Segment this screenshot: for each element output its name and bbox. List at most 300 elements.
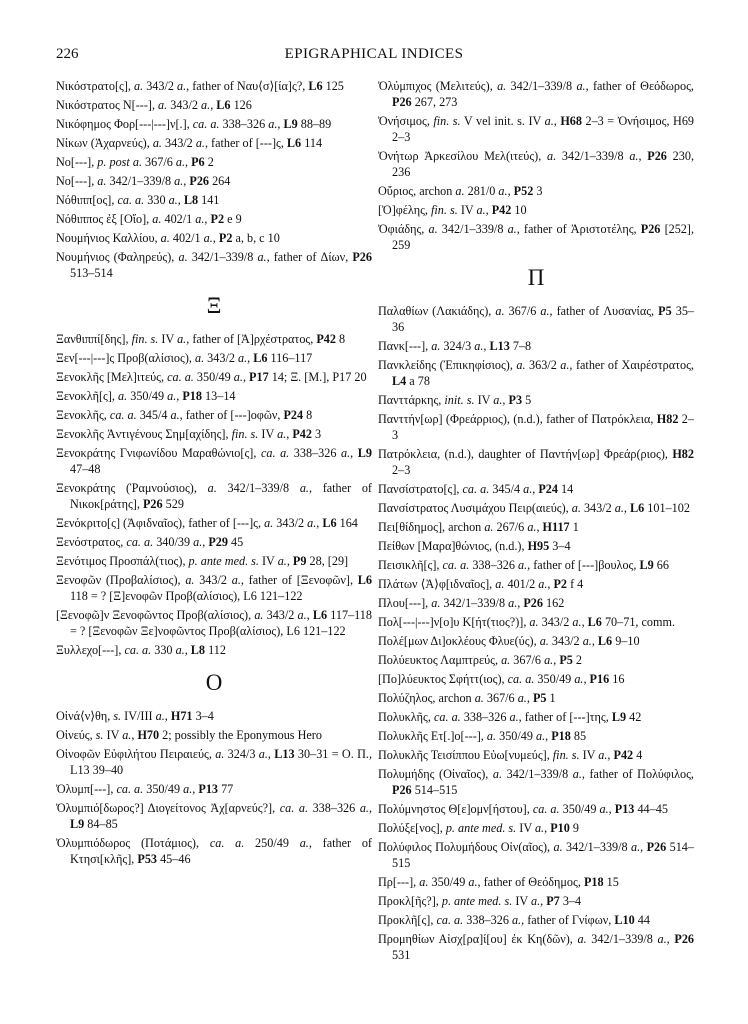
entry-detail: ,	[553, 653, 560, 667]
entry-detail: , father of [Ἀ]ρχέστρατος,	[186, 332, 317, 346]
index-entry	[56, 173, 372, 189]
date-qualifier: ca. a.	[507, 672, 535, 686]
line-reference: 14; Ξ. [Μ.], P17 20	[268, 370, 367, 384]
date-era: a.	[518, 558, 528, 572]
index-entry	[378, 633, 694, 649]
date-qualifier: a.	[194, 351, 205, 365]
entry-detail: ,	[507, 184, 514, 198]
entry-name: Ὀλυμπιό[δωρος?] Διογείτονος Ἀχ[αρνεύς?],	[56, 801, 280, 815]
entry-name: Ξενοκράτης Γνιφωνίδου Μαραθώνιο[ς],	[56, 446, 261, 460]
inscription-reference: P16	[589, 672, 610, 686]
line-reference: 35–36	[392, 304, 695, 334]
date-value: 343/2	[161, 136, 196, 150]
inscription-reference: P7	[546, 894, 560, 908]
inscription-reference: L6	[216, 98, 231, 112]
date-era: a.	[277, 427, 287, 441]
date-qualifier: ca. a.	[126, 535, 154, 549]
date-qualifier: fin. s.	[552, 748, 580, 762]
date-era: a.	[237, 351, 248, 365]
index-entry	[56, 249, 372, 281]
entry-name: Ξενόκριτο[ς] (Ἀφιδναῖος), father of [---]ς,	[56, 516, 265, 530]
line-reference: 514–515	[392, 840, 694, 870]
entry-name: Ὀνήτωρ Ἀρκεσίλου Μελ(ιτεύς),	[378, 149, 548, 163]
entry-name: Ξενοκλῆς,	[56, 408, 110, 422]
inscription-reference: L6	[253, 351, 268, 365]
inscription-reference: L10	[614, 913, 635, 927]
inscription-reference: L4	[392, 374, 407, 388]
entry-name: Νουμήνιος Καλλίου,	[56, 231, 161, 245]
entry-detail: , father of Ναυ⟨σ⟩[ία]ς?,	[186, 79, 309, 93]
line-reference: 13–14	[202, 389, 236, 403]
entry-name: Ὀλυμπ[---],	[56, 782, 117, 796]
date-qualifier: s.	[95, 728, 104, 742]
date-qualifier: ca. a.	[260, 446, 290, 460]
date-era: a.	[536, 729, 546, 743]
index-entry	[378, 820, 694, 836]
inscription-reference: L6	[357, 573, 372, 587]
entry-detail: , father of Νικοκ[ράτης],	[70, 481, 372, 511]
line-reference: 42	[626, 710, 642, 724]
inscription-reference: P6	[191, 155, 205, 169]
entry-detail: ,	[316, 516, 323, 530]
inscription-reference: P5	[658, 304, 672, 318]
date-era: a.	[576, 79, 586, 93]
inscription-reference: P13	[198, 782, 219, 796]
date-value: 343/2	[143, 79, 178, 93]
entry-name: Ξυλλεχο[---],	[56, 643, 125, 657]
inscription-reference: P26	[674, 932, 695, 946]
date-value: 350/49	[428, 875, 469, 889]
entry-name: Οἰνοφῶν Εὐφιλήτου Πειραιεύς,	[56, 747, 216, 761]
date-qualifier: ca. a.	[117, 193, 145, 207]
entry-name: Ξενοκράτης (Ῥαμνούσιος),	[56, 481, 208, 495]
index-entry	[56, 116, 372, 132]
entry-detail: ,	[286, 554, 293, 568]
line-reference: 112	[205, 643, 226, 657]
entry-detail: , father of Θεόδημος,	[477, 875, 584, 889]
index-entry	[56, 331, 372, 347]
date-qualifier: a.	[178, 250, 188, 264]
entry-detail: , father of Γνίφων,	[521, 913, 615, 927]
entry-name: Ξεν[---|---]ς Προβ(αλίσιος),	[56, 351, 195, 365]
date-qualifier: a.	[160, 231, 170, 245]
entry-name: Ξενοκλῆς [Μελ]ιτεύς,	[56, 370, 168, 384]
line-reference: 3	[533, 184, 543, 198]
entry-detail: , father of Δίων,	[266, 250, 353, 264]
date-era: a.	[544, 114, 554, 128]
entry-detail: ,	[583, 672, 590, 686]
entry-name: Νο[---],	[56, 174, 98, 188]
index-entry	[378, 690, 694, 706]
index-entry	[378, 446, 694, 478]
date-era: a.	[231, 573, 241, 587]
index-entry	[378, 557, 694, 573]
index-entry	[378, 766, 694, 798]
date-value: 342/1–339/8	[562, 840, 632, 854]
date-qualifier: ca. a.	[532, 802, 560, 816]
inscription-reference: L6	[322, 516, 337, 530]
date-qualifier: a.	[577, 932, 587, 946]
date-era: a.	[175, 155, 185, 169]
index-entry	[56, 781, 372, 797]
entry-detail: , father of [---]της,	[518, 710, 612, 724]
date-value: 345/4	[136, 408, 171, 422]
entry-name: Οὔριος, archon	[378, 184, 456, 198]
line-reference: 88–89	[297, 117, 332, 131]
entry-detail: , father of Λυσανίας,	[549, 304, 659, 318]
index-entry	[378, 500, 694, 516]
line-reference: 70–71, comm.	[601, 615, 676, 629]
date-era: a.	[574, 672, 584, 686]
date-era: a.	[517, 691, 527, 705]
line-reference: a, b, c 10	[232, 231, 280, 245]
line-reference: 3–4	[549, 539, 571, 553]
line-reference: 7–8	[509, 339, 532, 353]
inscription-reference: L8	[190, 643, 206, 657]
line-reference: 3–4	[192, 709, 214, 723]
entry-name: Προμηθίων Αἰσχ[ρα]ί[ου] ἐκ Κη(δῶν),	[378, 932, 578, 946]
line-reference: 47–48	[70, 462, 101, 476]
date-value: 338–326	[469, 558, 519, 572]
entry-detail: ,	[131, 728, 138, 742]
line-reference: 16	[609, 672, 625, 686]
date-value: 281/0	[464, 184, 499, 198]
entry-name: Πολύζηλος, archon	[378, 691, 475, 705]
date-value: 342/1–339/8	[556, 149, 630, 163]
entry-name: Πολύφιλος Πολυμήδους Οἰν(αῖος),	[378, 840, 554, 854]
entry-name: Οἰνεύς,	[56, 728, 96, 742]
date-era: a.	[474, 339, 484, 353]
date-qualifier: p. ante med. s.	[441, 894, 513, 908]
date-value: 367/6	[504, 304, 541, 318]
date-qualifier: fin. s.	[231, 427, 259, 441]
inscription-reference: P26	[640, 222, 661, 236]
date-era: a.	[258, 747, 268, 761]
entry-detail: ,	[176, 389, 183, 403]
date-value: 343/2	[194, 573, 232, 587]
date-era: a.	[614, 501, 624, 515]
inscription-reference: L9	[639, 558, 654, 572]
date-qualifier: ca. a.	[167, 370, 194, 384]
date-era: a.	[299, 836, 309, 850]
index-entry	[378, 709, 694, 725]
inscription-reference: P18	[583, 875, 604, 889]
date-qualifier: fin. s.	[433, 114, 461, 128]
date-value: 402/1	[169, 231, 204, 245]
inscription-reference: P18	[551, 729, 571, 743]
inscription-reference: P26	[523, 596, 543, 610]
index-entry	[56, 607, 372, 639]
date-qualifier: s.	[113, 709, 122, 723]
date-qualifier: a.	[215, 747, 225, 761]
inscription-reference: P26	[142, 497, 163, 511]
date-era: a.	[195, 136, 205, 150]
date-qualifier: a.	[134, 79, 144, 93]
date-era: a.	[307, 516, 317, 530]
date-era: a.	[498, 184, 508, 198]
index-entry	[378, 747, 694, 763]
index-entry	[56, 78, 372, 94]
inscription-reference: L6	[630, 501, 645, 515]
line-reference: 8	[336, 332, 346, 346]
date-qualifier: a.	[539, 634, 549, 648]
date-value: 342/1–339/8	[106, 174, 175, 188]
date-value: 338–326	[219, 117, 269, 131]
entry-detail: ,	[547, 577, 554, 591]
date-value: 367/6	[142, 155, 176, 169]
entry-name: [Ὀ]φέλης,	[378, 203, 432, 217]
line-reference: 85	[570, 729, 587, 743]
date-era: a.	[359, 801, 369, 815]
date-qualifier: a.	[501, 653, 511, 667]
inscription-reference: L9	[357, 446, 373, 460]
entry-detail: ,	[210, 98, 217, 112]
date-value: 350/49	[559, 802, 600, 816]
date-value: 338–326	[460, 710, 510, 724]
entry-detail: ,	[286, 427, 293, 441]
line-reference: 10	[511, 203, 527, 217]
inscription-reference: H82	[672, 447, 694, 461]
entry-name: Νικόφημος Φορ[---|---]ν[.],	[56, 117, 193, 131]
entry-name: Νόθιππ[ος],	[56, 193, 118, 207]
date-era: a.	[657, 932, 667, 946]
inscription-reference: P10	[550, 821, 570, 835]
entry-name: Ξενοκλῆς Ἀντιγένους Σημ[αχίδης],	[56, 427, 232, 441]
date-value: 350/49	[143, 782, 184, 796]
entry-name: Πολυκλῆς Τεισίππου Εὐω[νυμεύς],	[378, 748, 553, 762]
line-reference: 114	[301, 136, 323, 150]
index-entry	[378, 576, 694, 592]
date-qualifier: a.	[207, 481, 217, 495]
date-value: 338–326	[308, 801, 360, 815]
inscription-reference: P26	[352, 250, 372, 264]
entry-detail: ,	[192, 782, 199, 796]
inscription-reference: P42	[613, 748, 634, 762]
date-qualifier: a.	[529, 615, 539, 629]
entry-name: Ὀφιάδης,	[378, 222, 429, 236]
date-qualifier: p. post a.	[97, 155, 142, 169]
index-entry	[56, 97, 372, 113]
date-value: 342/1–339/8	[506, 79, 577, 93]
line-reference: 77	[218, 782, 234, 796]
date-value: 350/49	[534, 672, 575, 686]
entry-name: Πλάτων ⟨Ἀ⟩φ[ιδναῖος],	[378, 577, 496, 591]
date-value: 267/6	[493, 520, 528, 534]
date-qualifier: ca. a.	[124, 643, 152, 657]
entry-detail: ,	[184, 643, 191, 657]
inscription-reference: P42	[292, 427, 312, 441]
section-letter-heading: O	[205, 670, 223, 695]
entry-detail: , father of Χαιρέστρατος,	[569, 358, 694, 372]
index-entry	[378, 78, 694, 110]
inscription-reference: P42	[491, 203, 512, 217]
entry-detail: ,	[532, 482, 539, 496]
date-value: 343/2	[167, 98, 202, 112]
line-reference: 2–3	[392, 463, 411, 477]
entry-name: Προκλ[ῆς?],	[378, 894, 442, 908]
line-reference: 116–117	[267, 351, 313, 365]
inscription-reference: P26	[646, 840, 667, 854]
entry-detail: ,	[591, 634, 598, 648]
entry-detail: , father of Πολύφιλος,	[581, 767, 694, 781]
line-reference: 230, 236	[392, 149, 694, 179]
line-reference: 117–118 = ? [Ξενοφῶν Ξε]νοφῶντος Προβ(αλίσιος), L6 121–122	[70, 608, 372, 638]
inscription-reference: P5	[559, 653, 573, 667]
inscription-reference: P5	[532, 691, 547, 705]
date-value: IV	[579, 748, 599, 762]
line-reference: 118 = ? [Ξ]ενοφῶν Προβ(αλίσιος), L6 121–122	[70, 589, 303, 603]
date-era: a.	[598, 748, 608, 762]
date-value: 338–326	[289, 446, 342, 460]
running-title: EPIGRAPHICAL INDICES	[284, 46, 464, 62]
date-era: a.	[523, 482, 533, 496]
index-entry	[378, 893, 694, 909]
index-entry	[56, 534, 372, 550]
entry-detail: ,	[638, 149, 648, 163]
date-era: a.	[170, 408, 180, 422]
date-qualifier: p. ante med. s.	[188, 554, 259, 568]
date-era: a.	[582, 634, 592, 648]
entry-detail: ,	[540, 894, 547, 908]
date-value: 340/39	[153, 535, 194, 549]
line-reference: 2–3	[392, 412, 694, 442]
index-entry	[378, 839, 694, 871]
index-entry	[378, 671, 694, 687]
line-reference: [252], 259	[392, 222, 695, 252]
entry-detail: ,	[185, 155, 192, 169]
entry-name: [Πο]λύευκτος Σφήττ(ιος),	[378, 672, 508, 686]
date-era: a.	[299, 481, 309, 495]
entry-name: Προκλῆ[ς],	[378, 913, 437, 927]
index-entry	[56, 835, 372, 867]
inscription-reference: P17	[249, 370, 269, 384]
entry-detail: , father of [---]ς,	[204, 136, 287, 150]
date-qualifier: a.	[152, 212, 162, 226]
index-entry	[56, 211, 372, 227]
entry-name: Νουμήνιος (Φαληρεύς),	[56, 250, 179, 264]
date-value: 324/3	[224, 747, 259, 761]
date-qualifier: a.	[486, 729, 497, 743]
index-entry	[56, 800, 372, 832]
date-era: a.	[201, 98, 211, 112]
line-reference: 162	[542, 596, 565, 610]
date-qualifier: ca. a.	[462, 482, 490, 496]
line-reference: 2; possibly the Eponymous Hero	[159, 728, 322, 742]
date-qualifier: a.	[152, 136, 162, 150]
date-qualifier: a.	[547, 149, 557, 163]
date-era: a.	[531, 894, 541, 908]
entry-detail: ,	[368, 801, 372, 815]
index-entry	[56, 369, 372, 385]
line-reference: 3	[311, 427, 322, 441]
entry-detail: ,	[204, 212, 211, 226]
entry-name: Πρ[---],	[378, 875, 420, 889]
entry-name: Οἰνά⟨ν⟩θη,	[56, 709, 114, 723]
entry-name: Πανσίστρατο[ς],	[378, 482, 463, 496]
entry-name: Πολέ[μων Δι]οκλέους Φλυε(ύς),	[378, 634, 540, 648]
index-entry	[56, 553, 372, 569]
entry-detail: ,	[212, 231, 219, 245]
index-entry	[378, 338, 694, 354]
index-entry	[378, 303, 694, 335]
entry-detail: ,	[277, 117, 284, 131]
index-entry	[378, 221, 694, 253]
entry-name: Ξενότιμος Προσπάλ(τιος),	[56, 554, 189, 568]
entry-detail: ,	[202, 535, 209, 549]
date-qualifier: a.	[158, 98, 168, 112]
index-entry	[56, 192, 372, 208]
date-value: 342/1–339/8	[216, 481, 300, 495]
entry-detail: ,	[502, 393, 509, 407]
entry-name: Νο[---],	[56, 155, 98, 169]
date-qualifier: ca. a.	[279, 801, 308, 815]
inscription-reference: L13	[489, 339, 510, 353]
inscription-reference: P53	[137, 852, 158, 866]
date-qualifier: p. ante med. s.	[445, 821, 517, 835]
line-reference: 2	[204, 155, 214, 169]
date-era: a.	[544, 653, 554, 667]
date-era: a.	[183, 782, 193, 796]
entry-detail: ,	[608, 802, 615, 816]
entry-name: Πολύξε[νος],	[378, 821, 446, 835]
index-entry	[378, 357, 694, 389]
date-era: a.	[277, 554, 287, 568]
entry-name: Ξανθιππί[δης],	[56, 332, 132, 346]
entry-detail: ,	[607, 748, 614, 762]
line-reference: 28, [29]	[306, 554, 349, 568]
line-reference: 531	[392, 948, 411, 962]
date-era: a.	[534, 821, 545, 835]
entry-detail: ,	[526, 691, 533, 705]
index-entry	[56, 572, 372, 604]
date-era: a.	[629, 149, 639, 163]
line-reference: 84–85	[84, 817, 118, 831]
entry-detail: ,	[306, 608, 313, 622]
index-entry	[378, 931, 694, 963]
inscription-reference: P2	[218, 231, 233, 245]
line-reference: 2–3 = Ὀνήσιμος, H69 2–3	[392, 114, 695, 144]
inscription-reference: P18	[182, 389, 202, 403]
inscription-reference: L9	[611, 710, 627, 724]
date-value: 363/2	[525, 358, 561, 372]
inscription-reference: L8	[183, 193, 199, 207]
entry-detail: ,	[545, 729, 552, 743]
date-value: IV	[258, 554, 278, 568]
entry-name: Παλαθίων (Λακιάδης),	[378, 304, 496, 318]
date-era: a.	[572, 767, 582, 781]
date-value: 324/3	[440, 339, 475, 353]
date-qualifier: a.	[474, 691, 484, 705]
entry-detail: ,	[517, 596, 524, 610]
line-reference: 45–46	[157, 852, 191, 866]
date-value: 402/1	[161, 212, 196, 226]
entry-detail: ,	[544, 821, 551, 835]
line-reference: 44	[634, 913, 650, 927]
date-era: a.	[297, 608, 307, 622]
date-era: a.	[203, 231, 213, 245]
index-entry	[378, 538, 694, 554]
line-reference: 513–514	[70, 266, 113, 280]
date-era: a.	[509, 710, 519, 724]
date-value: IV	[258, 427, 278, 441]
date-era: a.	[122, 728, 132, 742]
date-value: 343/2	[538, 615, 573, 629]
inscription-reference: P24	[538, 482, 558, 496]
date-era: a.	[493, 393, 503, 407]
entry-name: Πολυκλῆς Ετ[.]ο[---],	[378, 729, 487, 743]
line-reference: 30–31 = O. Π., L13 39–40	[70, 747, 373, 777]
date-value: IV	[474, 393, 494, 407]
